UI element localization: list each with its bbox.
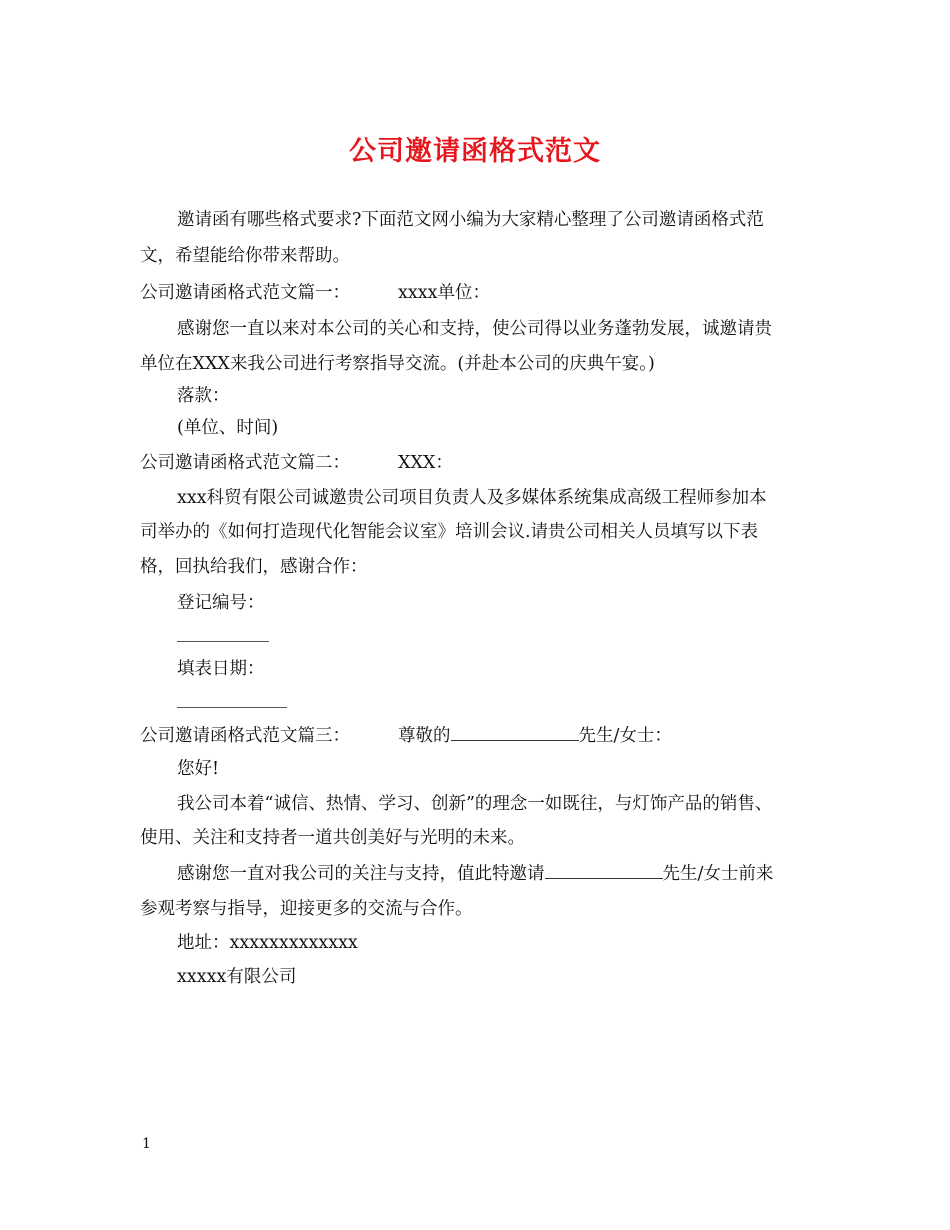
section-1-heading: 公司邀请函格式范文篇一： <box>140 283 350 303</box>
section-3-heading: 公司邀请函格式范文篇三： <box>140 726 350 746</box>
section-1-sign-detail: (单位、时间) <box>177 418 279 438</box>
name-blank-2 <box>545 861 663 879</box>
section-1-body-2: 单位在XXX来我公司进行考察指导交流。(并赴本公司的庆典午宴。) <box>140 354 655 374</box>
section-3-body-3a: 感谢您一直对我公司的关注与支持，值此特邀请 <box>177 864 545 884</box>
section-3-body-4: 参观考察与指导，迎接更多的交流与合作。 <box>140 899 473 919</box>
intro-line-1: 邀请函有哪些格式要求?下面范文网小编为大家精心整理了公司邀请函格式范 <box>177 210 764 230</box>
section-1-heading-line <box>140 281 490 305</box>
registration-number-label: 登记编号： <box>177 593 265 613</box>
section-2-body-3: 格，回执给我们，感谢合作： <box>140 557 368 577</box>
section-1-addressee: xxxx单位： <box>398 283 490 303</box>
page-number: 1 <box>142 1136 151 1152</box>
registration-number-blank <box>177 641 269 642</box>
address-line: 地址：xxxxxxxxxxxxx <box>177 933 358 953</box>
section-1-body-1: 感谢您一直以来对本公司的关心和支持，使公司得以业务蓬勃发展，诚邀请贵 <box>177 319 772 339</box>
section-3-heading-line <box>140 723 672 748</box>
greeting: 您好! <box>177 759 220 779</box>
section-3-body-1: 我公司本着“诚信、热情、学习、创新”的理念一如既往，与灯饰产品的销售、 <box>177 794 773 814</box>
section-2-addressee: XXX： <box>398 453 453 473</box>
fill-date-label: 填表日期： <box>177 659 265 679</box>
section-1-sign-label: 落款： <box>177 386 230 406</box>
section-2-heading-line <box>140 451 453 475</box>
document-title: 公司邀请函格式范文 <box>349 136 601 167</box>
mr-ms-label: 先生/女士： <box>578 726 672 746</box>
section-3-body-2: 使用、关注和支持者一道共创美好与光明的未来。 <box>140 828 525 848</box>
company-name: xxxxx有限公司 <box>177 967 297 987</box>
intro-line-2: 文，希望能给你带来帮助。 <box>140 246 350 266</box>
respect-salutation: 尊敬的 <box>398 726 451 746</box>
fill-date-blank <box>177 707 287 708</box>
section-2-body-1: xxx科贸有限公司诚邀贵公司项目负责人及多媒体系统集成高级工程师参加本 <box>177 488 767 508</box>
section-2-body-2: 司举办的《如何打造现代化智能会议室》培训会议.请贵公司相关人员填写以下表 <box>140 522 759 542</box>
section-3-body-3b: 先生/女士前来 <box>662 864 774 884</box>
section-3-body-3 <box>177 861 773 886</box>
name-blank-1 <box>451 723 579 741</box>
section-2-heading: 公司邀请函格式范文篇二： <box>140 453 350 473</box>
